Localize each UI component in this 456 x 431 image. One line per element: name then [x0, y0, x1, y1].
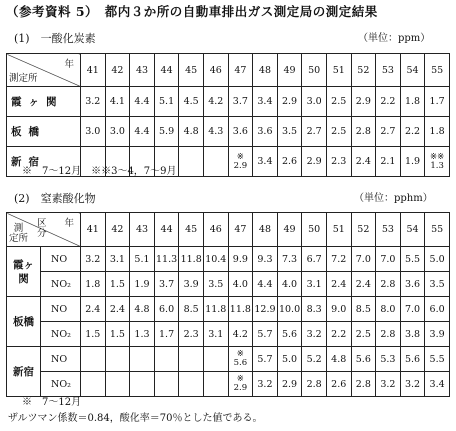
- table-row: [7, 297, 450, 322]
- value-cell: 2.7: [302, 117, 327, 147]
- value-cell: 2.4: [326, 272, 351, 297]
- value-cell: 3.2: [81, 87, 106, 117]
- table-row: [7, 87, 450, 117]
- value-cell: 3.2: [302, 322, 327, 347]
- value-cell: 3.9: [179, 272, 204, 297]
- value-cell: 2.4: [105, 297, 130, 322]
- value-cell: 3.2: [400, 372, 425, 397]
- year-header: 54: [400, 54, 425, 87]
- value-cell: 6.7: [302, 247, 327, 272]
- station-name: [7, 247, 41, 297]
- value-cell: 5.0: [277, 347, 302, 372]
- value-cell: 3.5: [277, 117, 302, 147]
- value-cell: [105, 347, 130, 372]
- nox-note-1: ※ 7～12月: [22, 397, 82, 408]
- value-cell: 5.1: [154, 87, 179, 117]
- value-cell: [203, 147, 228, 177]
- value-cell: 4.8: [130, 297, 155, 322]
- value-cell: 3.1: [203, 322, 228, 347]
- value-cell: 4.5: [179, 87, 204, 117]
- value-cell: 2.8: [302, 372, 327, 397]
- year-header: 52: [351, 213, 376, 247]
- value-cell: 2.5: [326, 117, 351, 147]
- value-cell: 2.4: [351, 272, 376, 297]
- value-cell: 8.0: [376, 297, 401, 322]
- year-header: 43: [130, 213, 155, 247]
- value-cell: 5.6: [277, 322, 302, 347]
- year-header: 51: [326, 54, 351, 87]
- value-cell: 3.7: [228, 87, 253, 117]
- value-cell: 7.0: [400, 297, 425, 322]
- value-cell: 5.1: [130, 247, 155, 272]
- value-cell: 5.3: [376, 347, 401, 372]
- value-cell: 2.9: [277, 87, 302, 117]
- value-cell: 1.8: [81, 272, 106, 297]
- value-cell: 2.2: [326, 322, 351, 347]
- value-cell: 8.5: [351, 297, 376, 322]
- value-cell: 7.3: [277, 247, 302, 272]
- value-cell: 3.6: [228, 117, 253, 147]
- year-header: 47: [228, 213, 253, 247]
- value-cell: 5.7: [253, 322, 278, 347]
- value-cell: [179, 147, 204, 177]
- value-cell: ※ 2.9: [228, 372, 253, 397]
- value-cell: 5.9: [154, 117, 179, 147]
- year-header: 48: [253, 54, 278, 87]
- value-cell: 6.0: [154, 297, 179, 322]
- value-cell: [81, 347, 106, 372]
- value-cell: 5.6: [400, 347, 425, 372]
- year-header: 46: [203, 54, 228, 87]
- table-row: [7, 117, 450, 147]
- value-cell: 4.8: [179, 117, 204, 147]
- value-cell: 3.2: [376, 372, 401, 397]
- value-cell: 2.2: [400, 117, 425, 147]
- value-cell: 2.8: [351, 117, 376, 147]
- value-cell: 5.5: [400, 247, 425, 272]
- value-cell: 2.1: [376, 147, 401, 177]
- value-cell: 9.3: [253, 247, 278, 272]
- value-cell: [179, 372, 204, 397]
- value-cell: 1.8: [425, 117, 450, 147]
- year-header: 43: [130, 54, 155, 87]
- nox-unit: （単位：pphm）: [354, 193, 433, 204]
- value-cell: 2.5: [351, 322, 376, 347]
- value-cell: 12.9: [253, 297, 278, 322]
- station-label: 板橋: [13, 315, 34, 328]
- value-cell: 4.3: [203, 117, 228, 147]
- value-cell: [154, 347, 179, 372]
- year-header: 49: [277, 54, 302, 87]
- value-cell: 4.0: [228, 272, 253, 297]
- pollutant-label: NO₂: [41, 272, 81, 297]
- value-cell: [130, 372, 155, 397]
- value-cell: 11.8: [203, 297, 228, 322]
- value-cell: 5.0: [425, 247, 450, 272]
- value-cell: 4.1: [105, 87, 130, 117]
- value-cell: 4.4: [130, 117, 155, 147]
- value-cell: 1.7: [154, 322, 179, 347]
- value-cell: ※ 5.6: [228, 347, 253, 372]
- value-cell: 3.0: [302, 87, 327, 117]
- value-cell: 3.7: [154, 272, 179, 297]
- value-cell: 7.2: [326, 247, 351, 272]
- value-cell: 11.8: [179, 247, 204, 272]
- value-cell: 9.0: [326, 297, 351, 322]
- value-cell: 3.0: [105, 117, 130, 147]
- pollutant-label: NO₂: [41, 372, 81, 397]
- value-cell: ※ 2.9: [228, 147, 253, 177]
- value-cell: [105, 372, 130, 397]
- nox-header-kubun: 区 分: [37, 218, 47, 239]
- value-cell: 2.9: [277, 372, 302, 397]
- co-unit: （単位：ppm）: [358, 33, 431, 44]
- value-cell: 3.2: [253, 372, 278, 397]
- co-header-corner: [7, 54, 81, 87]
- value-cell: 2.8: [376, 322, 401, 347]
- pollutant-label: NO: [41, 347, 81, 372]
- year-header: 42: [105, 213, 130, 247]
- value-cell: 3.9: [425, 322, 450, 347]
- table-row: [7, 372, 450, 397]
- value-cell: 2.3: [179, 322, 204, 347]
- value-cell: 2.3: [326, 147, 351, 177]
- value-cell: 5.2: [302, 347, 327, 372]
- value-cell: 3.5: [425, 272, 450, 297]
- value-cell: 3.2: [81, 247, 106, 272]
- year-header: 42: [105, 54, 130, 87]
- co-header-year: 年: [64, 59, 74, 70]
- nox-header-year: 年: [64, 218, 74, 229]
- value-cell: 9.9: [228, 247, 253, 272]
- value-cell: 4.8: [326, 347, 351, 372]
- co-header-station: 測定所: [9, 73, 38, 84]
- station-name: 霞ヶ関: [7, 87, 81, 117]
- value-cell: 3.4: [253, 147, 278, 177]
- station-label: 霞ヶ関: [13, 258, 34, 285]
- co-heading: (1) 一酸化炭素: [14, 32, 96, 45]
- year-header: 55: [425, 213, 450, 247]
- value-cell: 2.7: [376, 117, 401, 147]
- value-cell: [203, 372, 228, 397]
- value-cell: 3.0: [81, 117, 106, 147]
- year-header: 44: [154, 213, 179, 247]
- year-header: 45: [179, 54, 204, 87]
- value-cell: 2.8: [351, 372, 376, 397]
- value-cell: 3.1: [302, 272, 327, 297]
- pollutant-label: NO: [41, 247, 81, 272]
- value-cell: 2.4: [81, 297, 106, 322]
- table-row: [7, 347, 450, 372]
- value-cell: 2.6: [277, 147, 302, 177]
- value-cell: 1.5: [81, 322, 106, 347]
- value-cell: 5.5: [425, 347, 450, 372]
- value-cell: 7.0: [351, 247, 376, 272]
- value-cell: 8.5: [179, 297, 204, 322]
- value-cell: 3.5: [203, 272, 228, 297]
- value-cell: 11.8: [228, 297, 253, 322]
- co-header-row: [7, 54, 450, 87]
- year-header: 49: [277, 213, 302, 247]
- value-cell: 3.4: [253, 87, 278, 117]
- nox-heading: (2) 窒素酸化物: [14, 192, 96, 205]
- pollutant-label: NO: [41, 297, 81, 322]
- value-cell: 1.3: [130, 322, 155, 347]
- value-cell: 1.9: [130, 272, 155, 297]
- value-cell: 4.2: [203, 87, 228, 117]
- value-cell: 11.3: [154, 247, 179, 272]
- year-header: 54: [400, 213, 425, 247]
- value-cell: 4.4: [130, 87, 155, 117]
- value-cell: 10.4: [203, 247, 228, 272]
- value-cell: 2.6: [326, 372, 351, 397]
- value-cell: 2.9: [302, 147, 327, 177]
- value-cell: ※※ 1.3: [425, 147, 450, 177]
- station-name: 板橋: [7, 117, 81, 147]
- value-cell: 1.8: [400, 87, 425, 117]
- co-table: [6, 53, 450, 177]
- year-header: 53: [376, 54, 401, 87]
- value-cell: [81, 372, 106, 397]
- value-cell: 1.5: [105, 272, 130, 297]
- year-header: 50: [302, 213, 327, 247]
- value-cell: 2.8: [376, 272, 401, 297]
- year-header: 48: [253, 213, 278, 247]
- page-title: （参考資料 5） 都内３か所の自動車排出ガス測定局の測定結果: [6, 4, 378, 19]
- year-header: 53: [376, 213, 401, 247]
- value-cell: [203, 347, 228, 372]
- year-header: 47: [228, 54, 253, 87]
- year-header: 51: [326, 213, 351, 247]
- year-header: 45: [179, 213, 204, 247]
- co-note: ※ 7～12月 ※※3～4，7～9月: [22, 166, 177, 177]
- value-cell: 3.4: [425, 372, 450, 397]
- value-cell: 2.5: [326, 87, 351, 117]
- table-row: [7, 322, 450, 347]
- value-cell: 8.3: [302, 297, 327, 322]
- value-cell: 1.9: [400, 147, 425, 177]
- year-header: 41: [81, 213, 106, 247]
- nox-note-2: ザルツマン係数＝0.84，酸化率＝70％とした値である。: [8, 413, 263, 424]
- station-name: [7, 347, 41, 397]
- nox-table: [6, 212, 450, 397]
- nox-header-row: [7, 213, 450, 247]
- value-cell: 3.1: [105, 247, 130, 272]
- year-header: 55: [425, 54, 450, 87]
- value-cell: 3.6: [253, 117, 278, 147]
- year-header: 41: [81, 54, 106, 87]
- station-label: 新宿: [13, 365, 34, 378]
- value-cell: 2.9: [351, 87, 376, 117]
- value-cell: 5.7: [253, 347, 278, 372]
- value-cell: 4.0: [277, 272, 302, 297]
- value-cell: 4.4: [253, 272, 278, 297]
- year-header: 46: [203, 213, 228, 247]
- value-cell: 1.7: [425, 87, 450, 117]
- value-cell: [154, 372, 179, 397]
- value-cell: [130, 347, 155, 372]
- value-cell: 2.4: [351, 147, 376, 177]
- value-cell: 3.8: [400, 322, 425, 347]
- value-cell: 3.6: [400, 272, 425, 297]
- table-row: [7, 247, 450, 272]
- table-row: [7, 272, 450, 297]
- station-name: 新宿: [7, 147, 81, 177]
- value-cell: 1.5: [105, 322, 130, 347]
- value-cell: 4.2: [228, 322, 253, 347]
- pollutant-label: NO₂: [41, 322, 81, 347]
- station-name: [7, 297, 41, 347]
- year-header: 50: [302, 54, 327, 87]
- nox-header-station: 測 定所: [9, 223, 29, 244]
- nox-header-corner: [7, 213, 81, 247]
- value-cell: 6.0: [425, 297, 450, 322]
- value-cell: 2.2: [376, 87, 401, 117]
- year-header: 44: [154, 54, 179, 87]
- value-cell: 10.0: [277, 297, 302, 322]
- value-cell: 7.0: [376, 247, 401, 272]
- value-cell: 5.6: [351, 347, 376, 372]
- year-header: 52: [351, 54, 376, 87]
- value-cell: [179, 347, 204, 372]
